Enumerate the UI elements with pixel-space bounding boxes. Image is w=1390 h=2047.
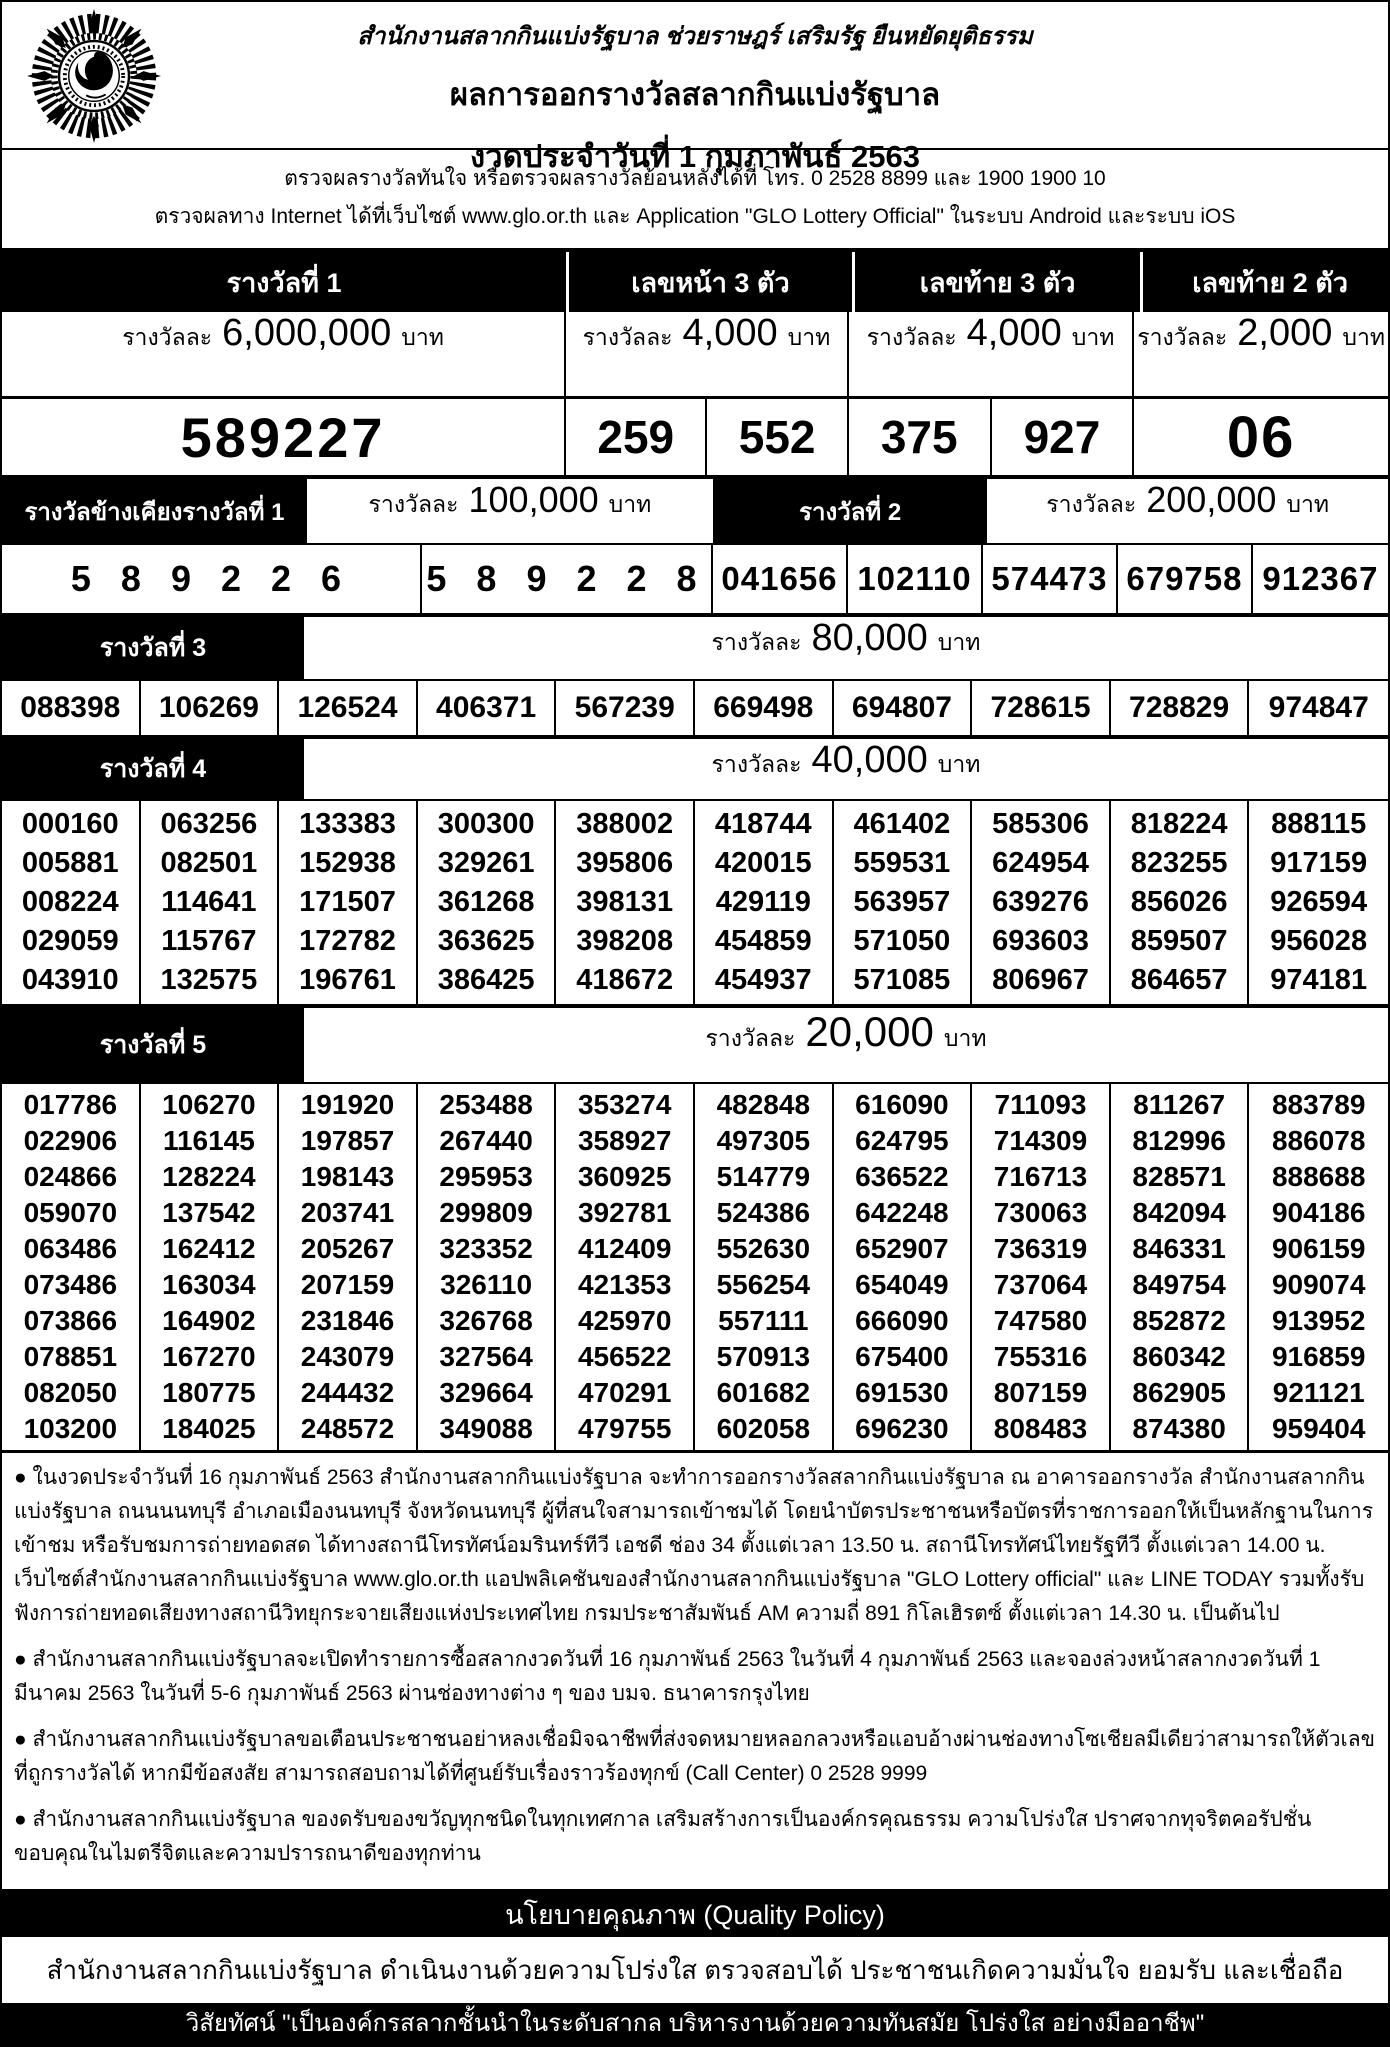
prize-number: 203741: [279, 1195, 418, 1231]
fourth-prize-amount: รางวัลละ 40,000 บาท: [711, 739, 981, 781]
prize-number: 063486: [2, 1231, 141, 1267]
prize-number-row: [2, 1339, 1388, 1375]
prize-number: 114641: [141, 883, 280, 922]
prize-number: 852872: [1111, 1303, 1250, 1339]
prize-number: 022906: [2, 1123, 141, 1159]
prize-number: 691530: [834, 1375, 973, 1411]
prize-number: 353274: [556, 1084, 695, 1123]
prize-number: 811267: [1111, 1084, 1250, 1123]
quality-policy-statement: สำนักงานสลากกินแบ่งรัฐบาล ดำเนินงานด้วยความโปร่งใส ตรวจสอบได้ ประชาชนเกิดความมั่นใจ ยอมรับ และเชื่อถือ: [46, 1955, 1344, 1985]
prize-number: 358927: [556, 1123, 695, 1159]
prize-number: 624954: [972, 844, 1111, 883]
prize-number: 883789: [1271, 1089, 1366, 1120]
prize-number: 904186: [1271, 1197, 1366, 1228]
prize-number: 730063: [972, 1195, 1111, 1231]
vision-statement: วิสัยทัศน์ "เป็นองค์กรสลากชั้นนำในระดับสากล บริหารงานด้วยความทันสมัย โปร่งใส อย่างมืออาชีพ": [2, 2003, 1388, 2045]
prize-number: 974181: [1270, 964, 1368, 996]
prize-number: 497305: [695, 1123, 834, 1159]
prize-number: 295953: [418, 1159, 557, 1195]
prize-number: 886078: [1271, 1125, 1366, 1156]
prize-number: 563957: [834, 883, 973, 922]
prize-number: 000160: [2, 801, 141, 844]
prize-number: 456522: [556, 1339, 695, 1375]
prize-number: 567239: [556, 681, 695, 735]
prize-number: 864657: [1111, 961, 1250, 1004]
fifth-prize-title: รางวัลที่ 5: [2, 1008, 304, 1082]
last2-number: 06: [1226, 404, 1296, 470]
prize-number: 349088: [418, 1411, 557, 1450]
prize-number: 454937: [695, 961, 834, 1004]
top-prizes-amount-row: [2, 312, 1388, 396]
prize-number: 714309: [972, 1123, 1111, 1159]
prize-number: 642248: [834, 1195, 973, 1231]
prize-number: 616090: [834, 1084, 973, 1123]
prize-number: 585306: [972, 801, 1111, 844]
prize-number: 063256: [141, 801, 280, 844]
header: [2, 2, 1388, 174]
top-prizes-number-row: [2, 396, 1388, 475]
prize-number: 728615: [972, 681, 1111, 735]
prize-number: 106269: [141, 681, 280, 735]
prize-number: 666090: [834, 1303, 973, 1339]
adjacent-prize-amount: รางวัลละ 100,000 บาท: [368, 479, 652, 520]
prize-number: 421353: [556, 1267, 695, 1303]
prize-number: 197857: [279, 1123, 418, 1159]
prize-number: 323352: [418, 1231, 557, 1267]
prize-number: 360925: [556, 1159, 695, 1195]
prize-number: 479755: [556, 1411, 695, 1450]
quality-policy-heading: นโยบายคุณภาพ (Quality Policy): [2, 1889, 1388, 1937]
prize-number: 398131: [556, 883, 695, 922]
prize-number-row: [2, 1267, 1388, 1303]
prize-number: 196761: [279, 961, 418, 1004]
last3-number-1: 375: [849, 399, 992, 475]
prize-number: 386425: [418, 961, 557, 1004]
prize-number: 005881: [2, 844, 141, 883]
prize-number: 736319: [972, 1231, 1111, 1267]
prize-number: 654049: [834, 1267, 973, 1303]
prize-number: 624795: [834, 1123, 973, 1159]
prize-number: 874380: [1111, 1411, 1250, 1450]
prize-number: 412409: [556, 1231, 695, 1267]
prize-number: 552630: [695, 1231, 834, 1267]
prize-number: 082501: [141, 844, 280, 883]
prize-number: 856026: [1111, 883, 1250, 922]
prize-number: 602058: [695, 1411, 834, 1450]
prize-number: 818224: [1111, 801, 1250, 844]
prize-number: 267440: [418, 1123, 557, 1159]
prize-number: 243079: [279, 1339, 418, 1375]
prize-number: 906159: [1271, 1233, 1366, 1264]
prize-number: 454859: [695, 922, 834, 961]
prize-number: 207159: [279, 1267, 418, 1303]
prize-number: 078851: [2, 1339, 141, 1375]
prize-number: 163034: [141, 1267, 280, 1303]
prize-number: 363625: [418, 922, 557, 961]
first-prize-title: รางวัลที่ 1: [2, 252, 566, 312]
prize-number: 601682: [695, 1375, 834, 1411]
prize-number: 669498: [695, 681, 834, 735]
prize-number: 728829: [1111, 681, 1250, 735]
prize-number: 164902: [141, 1303, 280, 1339]
prize-number: 126524: [279, 681, 418, 735]
prize-number: 073486: [2, 1267, 141, 1303]
prize-number: 326110: [418, 1267, 557, 1303]
prize-number: 812996: [1111, 1123, 1250, 1159]
third-prize-numbers: [2, 679, 1388, 735]
prize-number: 514779: [695, 1159, 834, 1195]
prize-number-row: [2, 1411, 1388, 1450]
prize-number: 172782: [279, 922, 418, 961]
prize-number: 395806: [556, 844, 695, 883]
prize-number: 152938: [279, 844, 418, 883]
prize-number: 916859: [1271, 1341, 1366, 1372]
prize-number: 398208: [556, 922, 695, 961]
prize-number: 392781: [556, 1195, 695, 1231]
prize-number: 205267: [279, 1231, 418, 1267]
prize-number-row: [2, 844, 1388, 883]
prize-number: 570913: [695, 1339, 834, 1375]
last3-number-2: 927: [992, 399, 1135, 475]
prize-number: 693603: [972, 922, 1111, 961]
prize-number: 888115: [1271, 808, 1367, 840]
prize-number: 198143: [279, 1159, 418, 1195]
prize-number: 556254: [695, 1267, 834, 1303]
prize-number: 180775: [141, 1375, 280, 1411]
note-ticket-sales: ● สำนักงานสลากกินแบ่งรัฐบาลจะเปิดทำรายการซื้อสลากงวดวันที่ 16 กุมภาพันธ์ 2563 ในวันที่ 4 กุมภาพันธ์ 2563 และจองล่วงหน้าสลากงวดวันที่ 1 มีนาคม 2563 ในวันที่ 5-6 กุมภาพันธ์ 2563 ผ่านช่องทางต่าง ๆ ของ บมจ. ธนาคารกรุงไทย: [14, 1648, 1321, 1705]
fourth-prize-numbers: [2, 799, 1388, 1004]
prize-number: 639276: [972, 883, 1111, 922]
prize-number: 361268: [418, 883, 557, 922]
contact-web-line: ตรวจผลทาง Internet ได้ที่เว็บไซต์ www.glo.or.th และ Application "GLO Lottery Official" ในระบบ Android และระบบ iOS: [154, 205, 1236, 228]
prize-number-row: [2, 883, 1388, 922]
prize-number-row: [2, 1159, 1388, 1195]
prize-number: 470291: [556, 1375, 695, 1411]
prize-number: 849754: [1111, 1267, 1250, 1303]
first-prize-number: 589227: [2, 399, 566, 475]
prize-number: 747580: [972, 1303, 1111, 1339]
second-prize-number: 102110: [848, 545, 983, 613]
page-title: ผลการออกรางวัลสลากกินแบ่งรัฐบาล: [449, 77, 941, 112]
prize-number: 571050: [834, 922, 973, 961]
prize-number-row: [2, 1195, 1388, 1231]
prize-number: 231846: [279, 1303, 418, 1339]
prize-number: 406371: [418, 681, 557, 735]
prize-number: 133383: [279, 801, 418, 844]
first-prize-amount: รางวัลละ 6,000,000 บาท: [2, 312, 566, 396]
glo-emblem-icon: [26, 8, 162, 144]
prize-number: 300300: [418, 801, 557, 844]
draw-date: งวดประจำวันที่ 1 กุมภาพันธ์ 2563: [470, 139, 920, 174]
prize-number: 248572: [279, 1411, 418, 1450]
prize-number: 327564: [418, 1339, 557, 1375]
prize-number: 956028: [1270, 925, 1368, 957]
prize-number: 128224: [141, 1159, 280, 1195]
prize-number: 846331: [1111, 1231, 1250, 1267]
prize-number-row: [2, 801, 1388, 844]
prize-number: 974847: [1268, 691, 1369, 724]
prize-number: 482848: [695, 1084, 834, 1123]
second-prize-number: 041656: [713, 545, 848, 613]
prize-number: 806967: [972, 961, 1111, 1004]
prize-number: 524386: [695, 1195, 834, 1231]
second-prize-amount: รางวัลละ 200,000 บาท: [1046, 479, 1330, 520]
agency-motto: สำนักงานสลากกินแบ่งรัฐบาล ช่วยราษฎร์ เสริมรัฐ ยืนหยัดยุติธรรม: [357, 23, 1033, 50]
adjacent-second-number-row: [2, 543, 1388, 613]
footnotes: [2, 1450, 1388, 1889]
prize-number: 167270: [141, 1339, 280, 1375]
top-prizes-header-row: [2, 252, 1388, 312]
prize-number: 913952: [1271, 1305, 1366, 1336]
prize-number: 171507: [279, 883, 418, 922]
prize-number: 073866: [2, 1303, 141, 1339]
prize-number: 652907: [834, 1231, 973, 1267]
fourth-prize-title: รางวัลที่ 4: [2, 739, 304, 799]
prize-number: 184025: [141, 1411, 280, 1450]
third-prize-title: รางวัลที่ 3: [2, 617, 304, 679]
prize-number: 024866: [2, 1159, 141, 1195]
prize-number: 808483: [972, 1411, 1111, 1450]
prize-number: 842094: [1111, 1195, 1250, 1231]
prize-number-row: [2, 922, 1388, 961]
prize-number: 008224: [2, 883, 141, 922]
prize-number: 299809: [418, 1195, 557, 1231]
prize-number: 823255: [1111, 844, 1250, 883]
prize-number: 559531: [834, 844, 973, 883]
prize-number: 694807: [834, 681, 973, 735]
adjacent-number-1: 5 8 9 2 2 6: [2, 545, 422, 613]
prize-number: 329664: [418, 1375, 557, 1411]
fifth-prize-numbers: [2, 1082, 1388, 1450]
prize-number-row: [2, 1303, 1388, 1339]
adjacent-second-header-row: [2, 479, 1388, 543]
prize-number: 926594: [1270, 886, 1368, 918]
prize-number: 191920: [279, 1084, 418, 1123]
prize-number: 420015: [695, 844, 834, 883]
second-prize-number: 574473: [983, 545, 1118, 613]
adjacent-prize-title: รางวัลข้างเคียงรางวัลที่ 1: [2, 479, 307, 543]
front3-number-1: 259: [566, 399, 707, 475]
prize-number: 388002: [556, 801, 695, 844]
prize-number: 418672: [556, 961, 695, 1004]
prize-number: 737064: [972, 1267, 1111, 1303]
prize-number: 888688: [1271, 1161, 1366, 1192]
prize-number: 106270: [141, 1084, 280, 1123]
prize-number: 115767: [141, 922, 280, 961]
last3-title: เลขท้าย 3 ตัว: [855, 252, 1141, 312]
third-prize-amount: รางวัลละ 80,000 บาท: [711, 617, 981, 659]
prize-number: 029059: [2, 922, 141, 961]
prize-number: 675400: [834, 1339, 973, 1375]
prize-number: 429119: [695, 883, 834, 922]
prize-number: 859507: [1111, 922, 1250, 961]
third-prize-band: [2, 613, 1388, 735]
last2-title: เลขท้าย 2 ตัว: [1143, 252, 1390, 312]
prize-number-row: [2, 681, 1388, 735]
contact-phone-line: ตรวจผลรางวัลทันใจ หรือตรวจผลรางวัลย้อนหลังได้ที่ โทร. 0 2528 8899 และ 1900 1900 10: [284, 167, 1106, 190]
prize-number-row: [2, 1084, 1388, 1123]
prize-number: 755316: [972, 1339, 1111, 1375]
fourth-prize-band: [2, 735, 1388, 1004]
prize-number: 253488: [418, 1084, 557, 1123]
prize-number: 088398: [2, 681, 141, 735]
adjacent-and-second-prize-band: [2, 475, 1388, 613]
front3-title: เลขหน้า 3 ตัว: [569, 252, 852, 312]
prize-number: 418744: [695, 801, 834, 844]
note-next-draw: ● ในงวดประจำวันที่ 16 กุมภาพันธ์ 2563 สำนักงานสลากกินแบ่งรัฐบาล จะทำการออกรางวัลสลากกินแบ่งรัฐบาล ณ อาคารออกรางวัล สำนักงานสลากกินแบ่งรัฐบาล ถนนนนทบุรี อำเภอเมืองนนทบุรี จังหวัดนนทบุรี ผู้ที่สนใจสามารถเข้าชมได้ โดยนำบัตรประชาชนหรือบัตรที่ราชการออกให้เป็นหลักฐานในการเข้าชม หรือรับชมการถ่ายทอดสด ได้ทางสถานีโทรทัศน์อมรินทร์ทีวี เอชดี ช่อง 34 ตั้งแต่เวลา 13.50 น. สถานีโทรทัศน์ไทยรัฐทีวี ตั้งแต่เวลา 14.00 น. เว็บไซต์สำนักงานสลากกินแบ่งรัฐบาล www.glo.or.th แอปพลิเคชันของสำนักงานสลากกินแบ่งรัฐบาล "GLO Lottery official" และ LINE TODAY รวมทั้งรับฟังการถ่ายทอดเสียงทางสถานีวิทยุกระจายเสียงแห่งประเทศไทย กรมประชาสัมพันธ์ AM ความถี่ 891 กิโลเฮิรตซ์ ตั้งแต่เวลา 14.30 น. เป็นต้นไป: [14, 1466, 1374, 1625]
prize-number: 557111: [695, 1303, 834, 1339]
prize-number: 326768: [418, 1303, 557, 1339]
prize-number: 461402: [834, 801, 973, 844]
prize-number: 017786: [2, 1084, 141, 1123]
prize-number: 921121: [1272, 1377, 1365, 1408]
prize-number: 244432: [279, 1375, 418, 1411]
adjacent-number-2: 5 8 9 2 2 8: [422, 545, 713, 613]
second-prize-number: 912367: [1262, 560, 1379, 597]
prize-number: 711093: [972, 1084, 1111, 1123]
prize-number-row: [2, 961, 1388, 1004]
prize-number: 571085: [834, 961, 973, 1004]
prize-number: 425970: [556, 1303, 695, 1339]
prize-number: 162412: [141, 1231, 280, 1267]
prize-number: 116145: [141, 1123, 280, 1159]
fourth-prize-header: [2, 739, 1388, 799]
prize-number-row: [2, 1231, 1388, 1267]
prize-number: 807159: [972, 1375, 1111, 1411]
last3-amount: รางวัลละ 4,000 บาท: [849, 312, 1135, 396]
prize-number: 917159: [1270, 847, 1368, 879]
top-prizes-table: [2, 248, 1388, 475]
prize-number: 862905: [1111, 1375, 1250, 1411]
prize-number: 082050: [2, 1375, 141, 1411]
front3-number-2: 552: [707, 399, 848, 475]
front3-amount: รางวัลละ 4,000 บาท: [566, 312, 849, 396]
fifth-prize-amount: รางวัลละ 20,000 บาท: [705, 1008, 987, 1055]
last2-amount: รางวัลละ 2,000 บาท: [1137, 312, 1386, 354]
prize-number: 636522: [834, 1159, 973, 1195]
second-prize-number: 679758: [1118, 545, 1253, 613]
second-prize-title: รางวัลที่ 2: [713, 479, 987, 543]
fifth-prize-band: [2, 1004, 1388, 1450]
prize-number: 909074: [1271, 1269, 1366, 1300]
prize-number: 132575: [141, 961, 280, 1004]
prize-number: 329261: [418, 844, 557, 883]
prize-number: 716713: [972, 1159, 1111, 1195]
prize-number: 696230: [834, 1411, 973, 1450]
prize-number: 828571: [1111, 1159, 1250, 1195]
prize-number: 043910: [2, 961, 141, 1004]
third-prize-header: [2, 617, 1388, 679]
fifth-prize-header: [2, 1008, 1388, 1082]
prize-number: 137542: [141, 1195, 280, 1231]
note-scam-warning: ● สำนักงานสลากกินแบ่งรัฐบาลขอเตือนประชาชนอย่าหลงเชื่อมิจฉาชีพที่ส่งจดหมายหลอกลวงหรือแอบอ้างผ่านช่องทางโซเชียลมีเดียว่าสามารถให้ตัวเลขที่ถูกรางวัลได้ หากมีข้อสงสัย สามารถสอบถามได้ที่ศูนย์รับเรื่องราวร้องทุกข์ (Call Center) 0 2528 9999: [14, 1728, 1375, 1785]
prize-number: 059070: [2, 1195, 141, 1231]
prize-number: 860342: [1111, 1339, 1250, 1375]
prize-number: 959404: [1271, 1413, 1366, 1444]
prize-number: 103200: [2, 1411, 141, 1450]
note-gift-policy: ● สำนักงานสลากกินแบ่งรัฐบาล ของดรับของขวัญทุกชนิดในทุกเทศกาล เสริมสร้างการเป็นองค์กรคุณธรรม ความโปร่งใส ปราศจากทุจริตคอรัปชั่น ขอบคุณในไมตรีจิตและความปรารถนาดีของทุกท่าน: [14, 1808, 1312, 1865]
prize-number-row: [2, 1123, 1388, 1159]
prize-number-row: [2, 1375, 1388, 1411]
